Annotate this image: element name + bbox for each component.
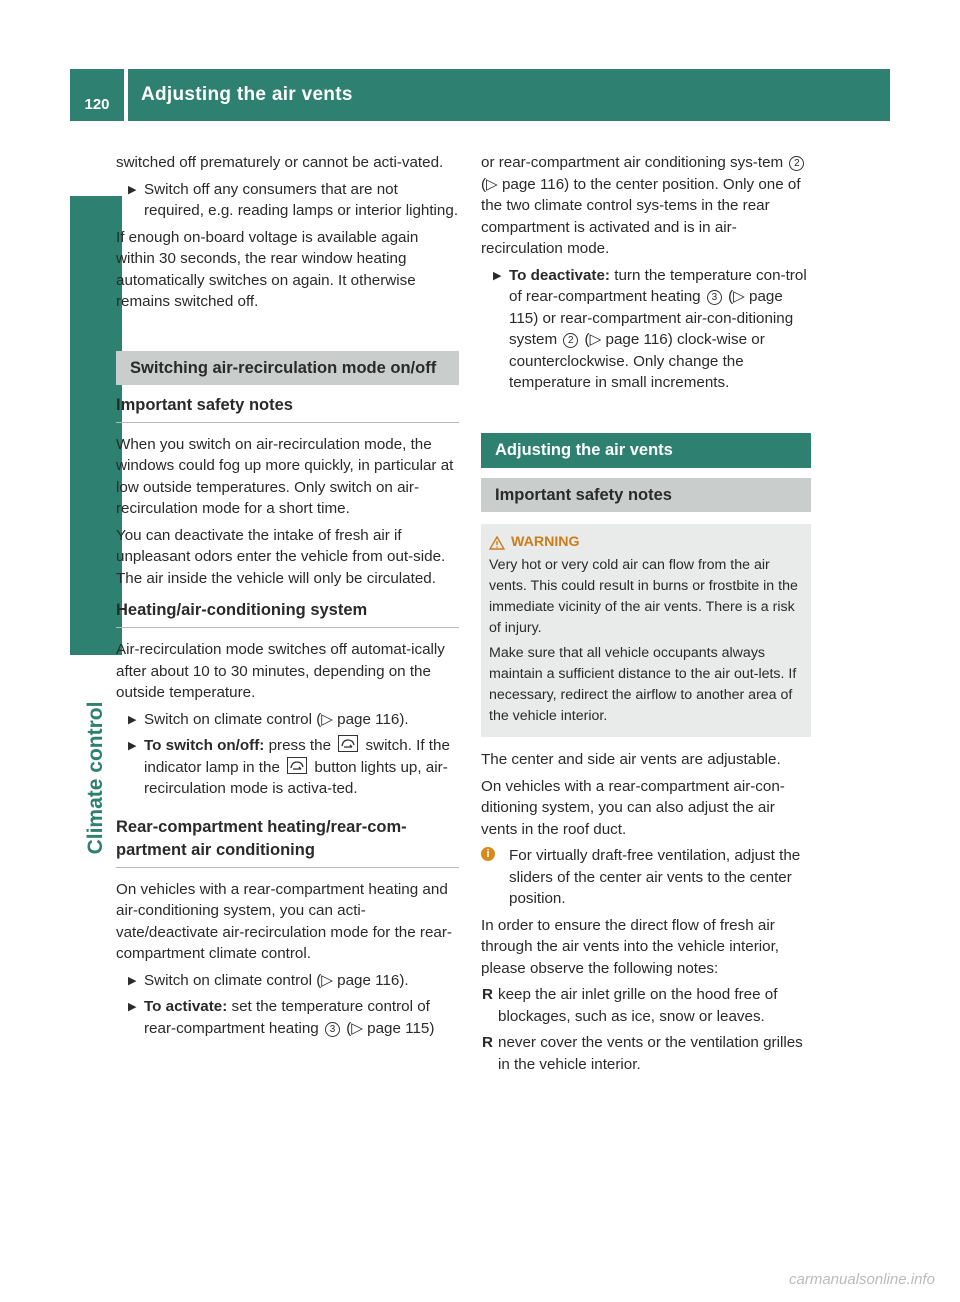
step-item: ▶ Switch on climate control (▷ page 116).	[116, 970, 459, 992]
triangle-right-icon: ▶	[128, 740, 137, 752]
callout-number: 3	[325, 1022, 340, 1037]
triangle-right-icon: ▶	[128, 713, 137, 726]
paragraph: switched off prematurely or cannot be acti-vated.	[116, 154, 444, 171]
page-number: 120	[70, 69, 124, 121]
subheading-safety: Important safety notes	[116, 394, 459, 423]
list-item: R never cover the vents or the ventilation grilles in the vehicle interior.	[482, 1034, 803, 1073]
list-item: R keep the air inlet grille on the hood free of blockages, such as ice, snow or leaves.	[482, 986, 778, 1025]
triangle-right-icon: ▶	[128, 183, 137, 196]
paragraph: or rear-compartment air conditioning sys-tem 2 (▷ page 116) to the center position. Only one of the two climate control sys-tems in the rear compartment is activated and is in air-recirculation mode.	[481, 152, 811, 260]
callout-number: 2	[789, 156, 804, 171]
step-item: ▶ Switch off any consumers that are not required, e.g. reading lamps or interior lighting.	[128, 180, 459, 219]
page-title: Adjusting the air vents	[128, 69, 890, 121]
paragraph: If enough on-board voltage is available again within 30 seconds, the rear window heating automatically switches on again. It otherwise remains switched off.	[116, 228, 419, 310]
warning-text: Make sure that all vehicle occupants always maintain a sufficient distance to the air out-lets. If necessary, redirect the airflow to another area of the vehicle interior.	[489, 645, 797, 724]
triangle-right-icon: ▶	[128, 1001, 137, 1013]
triangle-right-icon: ▶	[493, 269, 502, 282]
paragraph: The center and side air vents are adjustable.	[481, 751, 781, 768]
recirculation-icon	[338, 735, 358, 752]
paragraph: On vehicles with a rear-compartment heating and air-conditioning system, you can acti-vate/deactivate air-recirculation mode for the rear-compartment climate control.	[116, 880, 452, 962]
warning-triangle-icon	[489, 536, 505, 550]
section-heading-recirculation: Switching air-recirculation mode on/off	[116, 351, 459, 385]
step-item: ▶ To deactivate: turn the temperature con-trol of rear-compartment heating 3 (▷ page 115) or rear-compartment air-con-ditioning system 2 (▷ page 116) clock-wise or counterclockwise. Only change the temperature in small increments.	[493, 266, 807, 391]
sidebar-label: Climate control	[84, 701, 107, 855]
sidebar-tab	[70, 196, 122, 655]
warning-label: WARNING	[511, 534, 580, 550]
callout-number: 2	[563, 333, 578, 348]
section-heading-air-vents: Adjusting the air vents	[481, 433, 811, 469]
info-note: i For virtually draft-free ventilation, adjust the sliders of the center air vents to the center position.	[481, 845, 811, 910]
info-icon: i	[481, 847, 495, 861]
warning-text: Very hot or very cold air can flow from the air vents. This could result in burns or frostbite in the immediate vicinity of the air vents. There is a risk of injury.	[489, 557, 798, 636]
watermark: carmanualsonline.info	[789, 1271, 935, 1288]
paragraph: In order to ensure the direct flow of fresh air through the air vents into the vehicle interior, please observe the following notes:	[481, 916, 780, 977]
triangle-right-icon: ▶	[128, 974, 137, 987]
left-column	[116, 152, 459, 1044]
callout-number: 3	[707, 290, 722, 305]
warning-box	[481, 524, 811, 737]
subheading-safety: Important safety notes	[481, 478, 811, 512]
step-item: ▶ Switch on climate control (▷ page 116).	[116, 709, 459, 731]
paragraph: On vehicles with a rear-compartment air-con-ditioning system, you can also adjust the air vents in the roof duct.	[481, 777, 785, 838]
paragraph: You can deactivate the intake of fresh air if unpleasant odors enter the vehicle from out-side. The air inside the vehicle will only be circulated.	[116, 526, 446, 587]
paragraph: Air-recirculation mode switches off automat-ically after about 10 to 30 minutes, depending on the outside temperature.	[116, 641, 445, 701]
step-item: ▶ To switch on/off: press the switch. If the indicator lamp in the button lights up, air-recirculation mode is activa-ted.	[128, 737, 450, 797]
subheading-rear-compartment: Rear-compartment heating/rear-com-partment air conditioning	[116, 816, 459, 868]
step-item: ▶ To activate: set the temperature control of rear-compartment heating 3 (▷ page 115)	[128, 998, 435, 1037]
right-column	[481, 152, 811, 1080]
paragraph: When you switch on air-recirculation mode, the windows could fog up more quickly, in particular at low outside temperatures. Only switch on air-recirculation mode for a short time.	[116, 435, 454, 517]
subheading-heating: Heating/air-conditioning system	[116, 599, 459, 628]
recirculation-icon	[287, 757, 307, 774]
